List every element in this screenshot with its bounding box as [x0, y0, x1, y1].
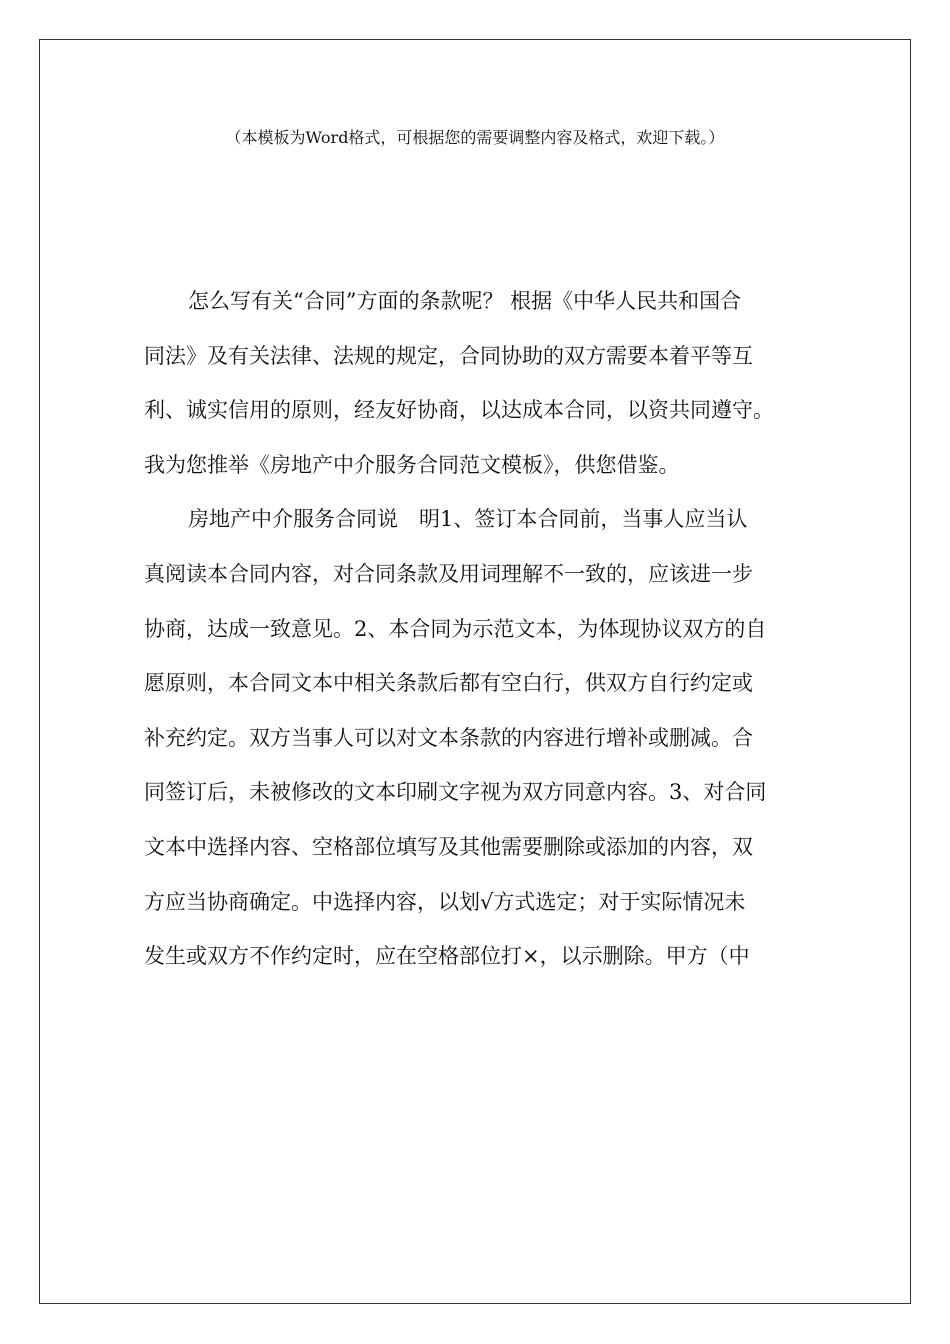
paragraph-2-line-1: 房地产中介服务合同说 明1、签订本合同前，当事人应当认 — [188, 507, 748, 532]
paragraph-2-line-5: 补充约定。双方当事人可以对文本条款的内容进行增补或删减。合 — [144, 725, 753, 750]
paragraph-2-line-8: 方应当协商确定。中选择内容，以划√方式选定；对于实际情况未 — [144, 889, 746, 914]
template-note: （本模板为Word格式，可根据您的需要调整内容及格式，欢迎下载。） — [225, 128, 725, 147]
paragraph-1-line-2: 同法》及有关法律、法规的规定，合同协助的双方需要本着平等互 — [144, 343, 753, 368]
paragraph-2-line-7: 文本中选择内容、空格部位填写及其他需要删除或添加的内容，双 — [144, 834, 753, 859]
document-body — [144, 274, 808, 984]
paragraph-2-line-6: 同签订后，未被修改的文本印刷文字视为双方同意内容。3、对合同 — [144, 780, 767, 805]
paragraph-2-line-4: 愿原则，本合同文本中相关条款后都有空白行，供双方自行约定或 — [144, 671, 753, 696]
paragraph-2-line-9: 发生或双方不作约定时，应在空格部位打×，以示删除。甲方（中 — [144, 944, 750, 969]
paragraph-1-line-1: 怎么写有关“合同”方面的条款呢？ 根据《中华人民共和国合 — [188, 289, 742, 313]
paragraph-1-line-3: 利、诚实信用的原则，经友好协商，以达成本合同，以资共同遵守。 — [144, 398, 774, 423]
paragraph-2-line-2: 真阅读本合同内容，对合同条款及用词理解不一致的，应该进一步 — [144, 561, 753, 586]
paragraph-2-line-3: 协商，达成一致意见。2、本合同为示范文本，为体现协议双方的自 — [144, 616, 767, 641]
paragraph-1-line-4: 我为您推举《房地产中介服务合同范文模板》，供您借鉴。 — [144, 452, 680, 477]
